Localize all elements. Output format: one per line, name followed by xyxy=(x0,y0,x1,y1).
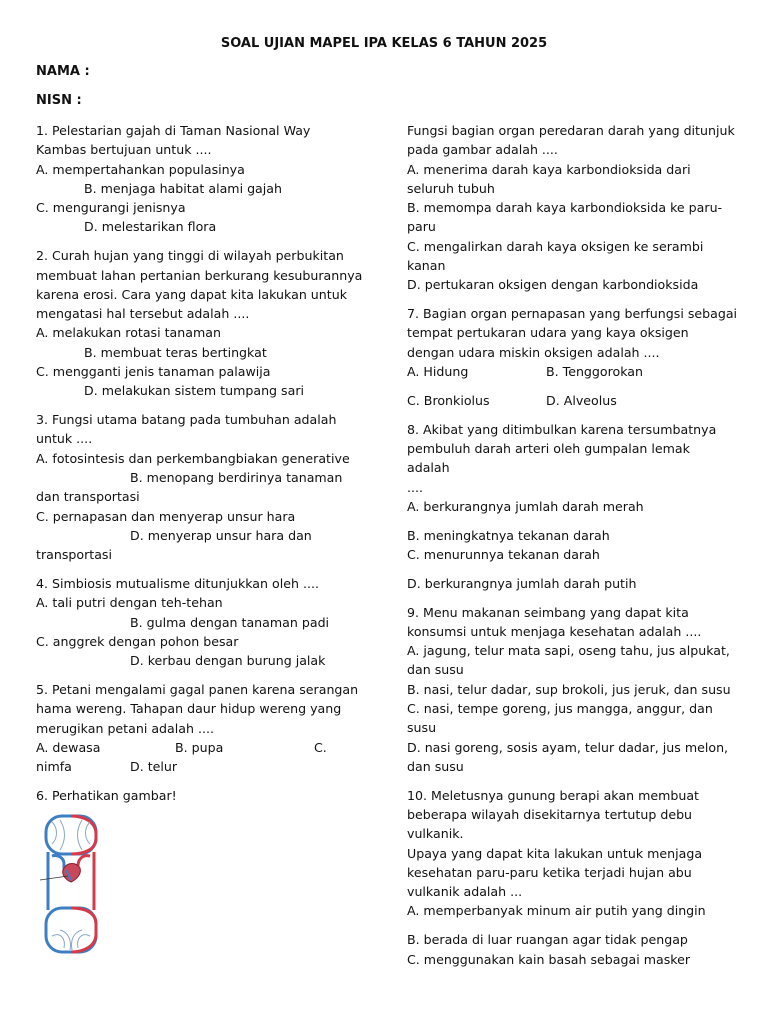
question-stem: mengatasi hal tersebut adalah .... xyxy=(36,306,250,322)
option-c: C. mengurangi jenisnya xyxy=(36,200,186,216)
option-c: C. Bronkiolus xyxy=(407,392,490,408)
question-stem: 7. Bagian organ pernapasan yang berfungsi sebagai xyxy=(407,306,738,322)
option-b-cont: dan transportasi xyxy=(36,489,140,505)
question-stem: adalah xyxy=(407,460,450,476)
question-stem: kesehatan paru-paru ketika terjadi hujan abu xyxy=(407,864,692,880)
question-stem: merugikan petani adalah .... xyxy=(36,720,214,736)
option-c: C. xyxy=(314,739,327,755)
option-d: D. nasi goreng, sosis ayam, telur dadar, jus melon, xyxy=(407,739,729,755)
option-d: D. berkurangnya jumlah darah putih xyxy=(407,575,637,591)
circulatory-system-diagram xyxy=(38,812,104,961)
question-1 xyxy=(36,121,366,237)
option-b: B. pupa xyxy=(175,739,224,755)
question-stem: pembuluh darah arteri oleh gumpalan lemak xyxy=(407,440,690,456)
option-b: B. nasi, telur dadar, sup brokoli, jus jeruk, dan susu xyxy=(407,681,731,697)
option-b: B. berada di luar ruangan agar tidak pengap xyxy=(407,932,688,948)
option-b: B. Tenggorokan xyxy=(546,364,643,380)
question-6 xyxy=(36,786,366,805)
right-column xyxy=(407,121,742,978)
option-b: B. memompa darah kaya karbondioksida ke paru- xyxy=(407,200,723,216)
question-stem: pada gambar adalah .... xyxy=(407,142,558,158)
option-d: D. melakukan sistem tumpang sari xyxy=(84,383,305,399)
option-a: A. tali putri dengan teh-tehan xyxy=(36,595,223,611)
question-stem: 10. Meletusnya gunung berapi akan membuat xyxy=(407,787,699,803)
option-a: A. memperbanyak minum air putih yang dingin xyxy=(407,903,706,919)
question-7 xyxy=(407,304,742,410)
question-8 xyxy=(407,420,742,593)
question-stem: membuat lahan pertanian berkurang kesuburannya xyxy=(36,267,363,283)
option-a: A. berkurangnya jumlah darah merah xyxy=(407,498,644,514)
nisn-label: NISN : xyxy=(36,93,82,108)
option-c: C. nasi, tempe goreng, jus mangga, anggur, dan xyxy=(407,701,713,717)
question-9 xyxy=(407,603,742,777)
option-a: A. Hidung xyxy=(407,364,469,380)
question-stem: vulkanik adalah ... xyxy=(407,884,523,900)
option-c: C. mengalirkan darah kaya oksigen ke serambi xyxy=(407,238,704,254)
question-stem: 6. Perhatikan gambar! xyxy=(36,788,177,803)
option-c: C. menggunakan kain basah sebagai masker xyxy=(407,951,691,967)
question-stem: beberapa wilayah disekitarnya tertutup debu xyxy=(407,807,693,822)
option-b-cont: paru xyxy=(407,219,436,235)
question-stem: 3. Fungsi utama batang pada tumbuhan adalah xyxy=(36,412,337,428)
question-stem: Upaya yang dapat kita lakukan untuk menjaga xyxy=(407,845,703,861)
option-d: D. kerbau dengan burung jalak xyxy=(130,653,326,669)
option-b: B. menopang berdirinya tanaman xyxy=(130,470,343,486)
question-stem: untuk .... xyxy=(36,431,93,447)
question-stem: tempat pertukaran udara yang kaya oksigen xyxy=(407,325,689,341)
option-c: C. pernapasan dan menyerap unsur hara xyxy=(36,508,296,524)
question-stem: konsumsi untuk menjaga kesehatan adalah .... xyxy=(407,623,702,639)
option-a: A. fotosintesis dan perkembangbiakan generative xyxy=(36,450,350,466)
option-b: B. membuat teras bertingkat xyxy=(84,344,267,360)
question-stem: 1. Pelestarian gajah di Taman Nasional Way xyxy=(36,123,311,138)
question-stem: .... xyxy=(407,479,424,495)
option-a: A. jagung, telur mata sapi, oseng tahu, jus alpukat, xyxy=(407,643,730,659)
page-title: SOAL UJIAN MAPEL IPA KELAS 6 TAHUN 2025 xyxy=(220,36,548,51)
options-row xyxy=(407,391,742,410)
option-b: B. menjaga habitat alami gajah xyxy=(84,180,282,196)
question-stem: dengan udara miskin oksigen adalah .... xyxy=(407,344,660,360)
question-stem: vulkanik. xyxy=(407,826,464,842)
question-4 xyxy=(36,574,366,670)
question-stem: 2. Curah hujan yang tinggi di wilayah perbukitan xyxy=(36,248,344,264)
question-stem: 5. Petani mengalami gagal panen karena serangan xyxy=(36,682,359,698)
question-stem: Fungsi bagian organ peredaran darah yang ditunjuk xyxy=(407,123,735,138)
option-c-cont: kanan xyxy=(407,258,446,274)
option-c: C. mengganti jenis tanaman palawija xyxy=(36,364,271,380)
option-d: D. menyerap unsur hara dan xyxy=(130,527,312,543)
question-stem: hama wereng. Tahapan daur hidup wereng yang xyxy=(36,701,342,717)
question-6-continued xyxy=(407,121,742,295)
option-d-cont: dan susu xyxy=(407,758,464,774)
left-column xyxy=(36,121,366,815)
option-d: D. pertukaran oksigen dengan karbondioksida xyxy=(407,277,699,293)
option-c-cont: nimfa xyxy=(36,759,72,775)
option-d-cont: transportasi xyxy=(36,547,112,563)
question-stem: 4. Simbiosis mutualisme ditunjukkan oleh .... xyxy=(36,576,319,592)
question-2 xyxy=(36,246,366,400)
option-a: A. menerima darah kaya karbondioksida dari xyxy=(407,161,691,177)
question-stem: karena erosi. Cara yang dapat kita lakukan untuk xyxy=(36,286,347,302)
option-a: A. dewasa xyxy=(36,739,101,755)
question-stem: 8. Akibat yang ditimbulkan karena tersumbatnya xyxy=(407,421,717,437)
options-row xyxy=(36,757,366,776)
question-10 xyxy=(407,786,742,969)
options-row xyxy=(407,362,742,381)
option-b: B. gulma dengan tanaman padi xyxy=(130,614,330,630)
question-stem: 9. Menu makanan seimbang yang dapat kita xyxy=(407,604,689,620)
option-d: D. melestarikan flora xyxy=(84,219,217,235)
question-5 xyxy=(36,680,366,776)
option-a-cont: seluruh tubuh xyxy=(407,180,495,196)
circulation-icon xyxy=(38,812,104,958)
option-d: D. Alveolus xyxy=(546,392,617,408)
options-row xyxy=(36,738,366,757)
option-c: C. menurunnya tekanan darah xyxy=(407,546,600,562)
question-3 xyxy=(36,410,366,564)
question-stem: Kambas bertujuan untuk .... xyxy=(36,142,212,158)
option-c: C. anggrek dengan pohon besar xyxy=(36,633,239,649)
option-b: B. meningkatnya tekanan darah xyxy=(407,527,610,543)
option-d: D. telur xyxy=(130,759,178,775)
option-c-cont: susu xyxy=(407,720,437,736)
option-a: A. melakukan rotasi tanaman xyxy=(36,325,221,341)
option-a-cont: dan susu xyxy=(407,662,464,678)
option-a: A. mempertahankan populasinya xyxy=(36,161,245,177)
nama-label: NAMA : xyxy=(36,64,90,79)
